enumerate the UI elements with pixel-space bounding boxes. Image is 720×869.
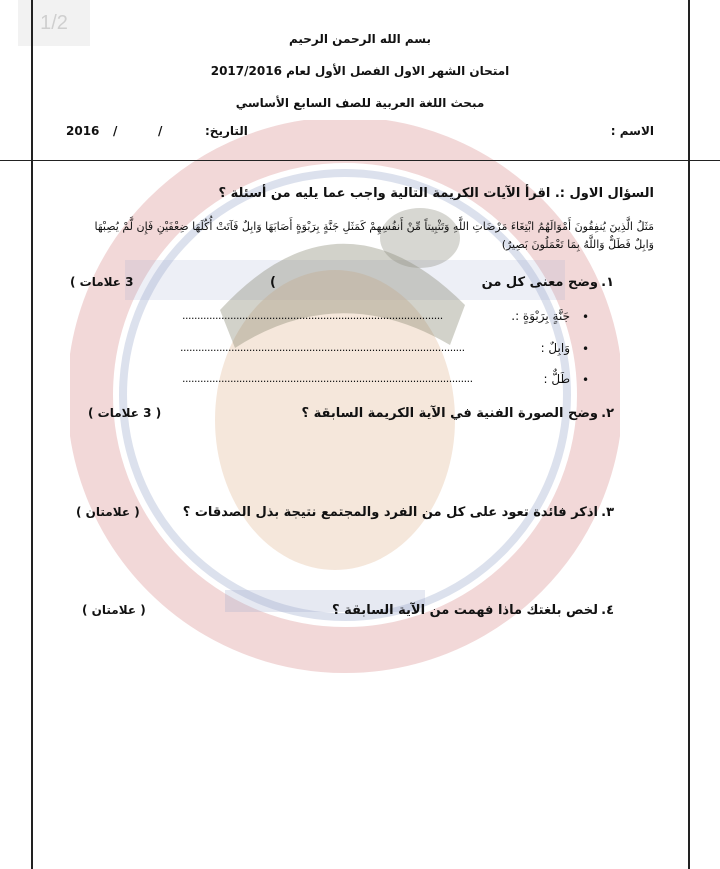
page-indicator: 1/2 [18, 0, 90, 46]
item-1-open-paren: ( [270, 275, 276, 290]
vocab-1-bullet: • [582, 310, 590, 324]
header-divider-line [0, 160, 720, 161]
item-1-marks: 3 علامات ) [70, 275, 134, 289]
emblem-watermark [70, 120, 620, 680]
vocab-2-answer-line[interactable]: ............................................................................................... [180, 341, 465, 354]
subject-line: مبحث اللغة العربية للصف السابع الأساسي [235, 96, 485, 110]
basmala: بسم الله الرحمن الرحيم [288, 32, 432, 46]
exam-title [180, 64, 540, 78]
item-3-number: ٣. [601, 505, 614, 520]
item-3-text: اذكر فائدة تعود على كل من الفرد والمجتمع نتيجة بذل الصدقات ؟ [182, 505, 598, 520]
verse-line-1: مَثَلُ الَّذِينَ يُنفِقُونَ أَمْوَالَهُمُ ابْتِغَاءَ مَرْضَاتِ اللَّهِ وَتَثْبِيتاً مِّنْ أَنفُسِهِمْ كَمَثَلِ جَنَّةٍ بِرَبْوَةٍ أَصَابَهَا وَابِلٌ فَآتَتْ أُكُلَهَا ضِعْفَيْنِ فَإِن لَّمْ يُصِبْهَا [94, 220, 654, 233]
item-4-text: لخص بلغتك ماذا فهمت من الآية السابقة ؟ [332, 603, 598, 618]
vocab-1-word: جَنَّةٍ بِرَبْوَةٍ :. [511, 309, 570, 323]
item-1-text: وضح معنى كل من [481, 275, 598, 290]
item-4-marks: ( علامتان ) [82, 603, 146, 617]
date-slash-2: / [113, 124, 118, 138]
item-3-marks: ( علامتان ) [76, 505, 140, 519]
item-4-number: ٤. [601, 603, 614, 618]
vocab-2-bullet: • [582, 342, 590, 356]
item-2-marks: ( 3 علامات ) [88, 406, 162, 420]
date-year: 2016 [66, 124, 100, 138]
vocab-3-bullet: • [582, 373, 590, 387]
date-label: التاريخ: [205, 124, 248, 138]
vocab-3-word: طَلٌّ : [543, 372, 570, 386]
exam-title-prefix: امتحان الشهر الاول الفصل الأول لعام [286, 64, 510, 78]
verse-line-2: وَابِلٌ فَطَلٌّ وَاللَّهُ بِمَا تَعْمَلُونَ بَصِيرٌ) [501, 238, 654, 251]
date-slash-1: / [158, 124, 163, 138]
watermark-badge [380, 208, 460, 268]
vocab-2-word: وَابِلٌ : [540, 341, 570, 355]
item-1-number: ١. [601, 275, 614, 290]
right-border-line [688, 0, 690, 869]
item-2-number: ٢. [601, 406, 614, 421]
vocab-3-answer-line[interactable]: ................................................................................................. [182, 372, 473, 385]
item-2-text: وضح الصورة الفنية في الآية الكريمة السابقة ؟ [301, 406, 598, 421]
left-border-line [31, 0, 33, 869]
name-label: الاسم : [610, 124, 654, 138]
question1-title: السؤال الاول :. اقرأ الآيات الكريمة التالية واجب عما يليه من أسئلة ؟ [218, 186, 654, 201]
vocab-1-answer-line[interactable]: ....................................................................................... [182, 309, 443, 322]
exam-year: 2017/2016 [210, 64, 282, 78]
